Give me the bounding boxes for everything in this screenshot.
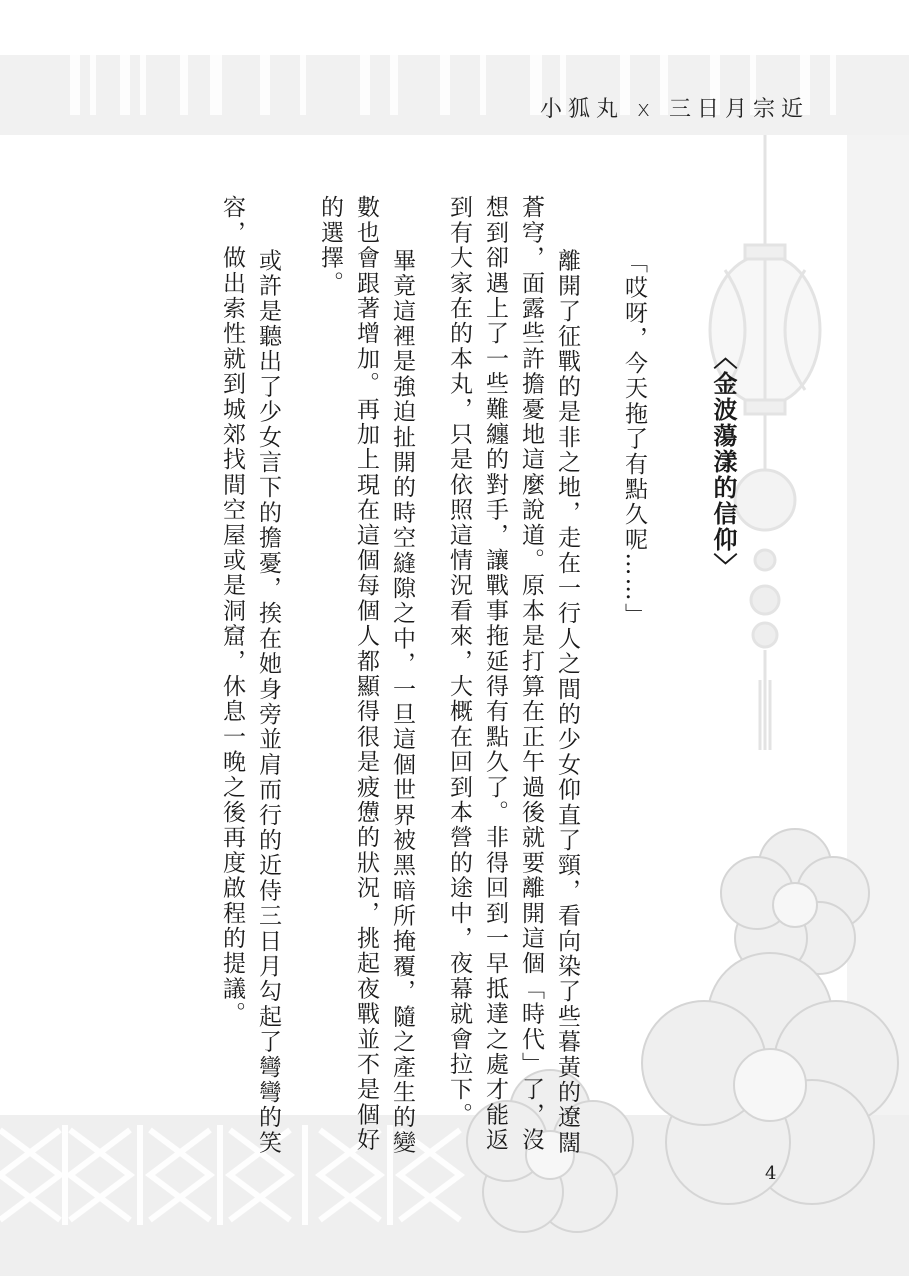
text-column: 離開了征戰的是非之地，走在一行人之間的少女仰直了頸，看向染了些暮黃的遼闊 [554, 223, 580, 1156]
text-column: 容，做出索性就到城郊找間空屋或是洞窟，休息一晚之後再度啟程的提議。 [219, 195, 245, 1027]
page-number: 4 [765, 1163, 777, 1184]
text-column: 到有大家在的本丸，只是依照這情況看來，大概在回到本營的途中，夜幕就會拉下。 [446, 195, 472, 1128]
text-column: 蒼穹，面露些許擔憂地這麼說道。原本是打算在正午過後就要離開這個「時代」了，沒 [518, 195, 544, 1153]
text-column: 想到卻遇上了一些難纏的對手，讓戰事拖延得有點久了。非得回到一早抵達之處才能返 [482, 195, 508, 1153]
text-column: 「哎呀，今天拖了有點久呢……」 [621, 250, 647, 628]
text-column: 數也會跟著增加。再加上現在這個每個人都顯得很是疲憊的狀況，挑起夜戰並不是個好 [353, 195, 379, 1153]
text-column: 畢竟這裡是強迫扯開的時空縫隙之中，一旦這個世界被黑暗所掩覆，隨之產生的變 [389, 223, 415, 1156]
chapter-title: 〈金波蕩漾的信仰〉 [709, 345, 738, 579]
running-header: 小狐丸 x 三日月宗近 [539, 97, 809, 122]
text-column: 的選擇。 [317, 195, 343, 296]
text-column: 或許是聽出了少女言下的擔憂，挨在她身旁並肩而行的近侍三日月勾起了彎彎的笑 [255, 223, 281, 1156]
